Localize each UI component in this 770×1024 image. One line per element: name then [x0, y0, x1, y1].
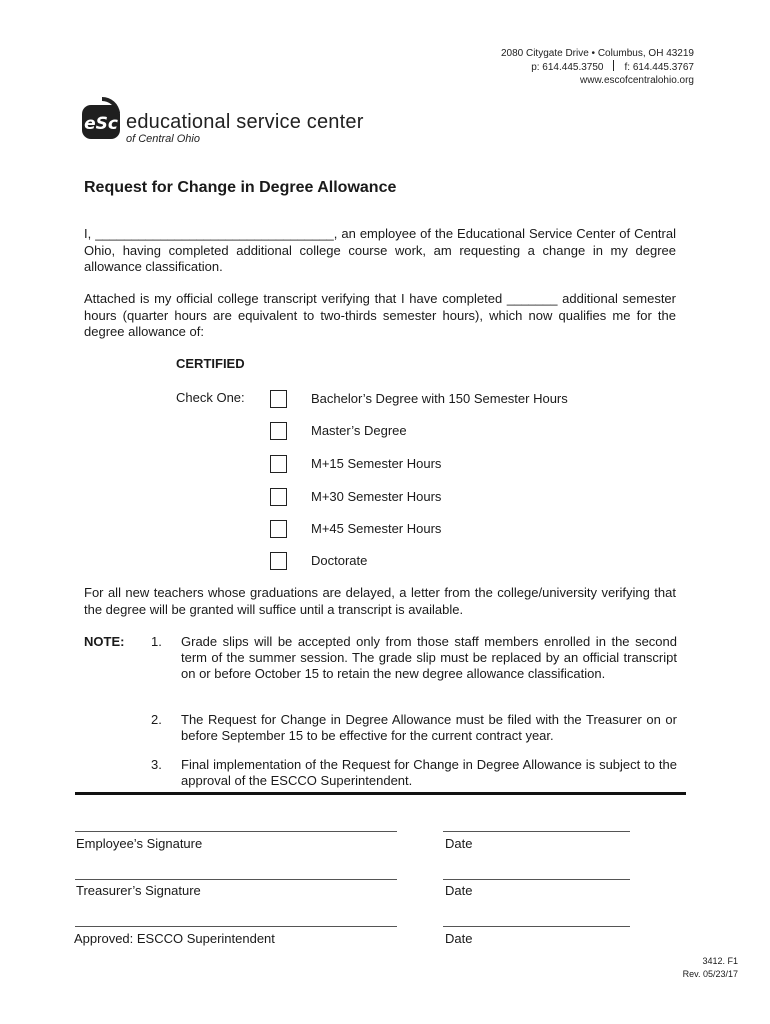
treasurer-signature-line[interactable] [75, 879, 397, 880]
fax-number: f: 614.445.3767 [624, 62, 694, 73]
checkbox[interactable] [270, 390, 287, 408]
note-label: NOTE: [84, 634, 125, 649]
checkbox[interactable] [270, 455, 287, 473]
checkbox[interactable] [270, 552, 287, 570]
section-divider [75, 792, 686, 795]
website: www.escofcentralohio.org [580, 75, 694, 86]
revision-date: Rev. 05/23/17 [682, 969, 738, 979]
esc-logo [82, 95, 372, 155]
employee-signature-line[interactable] [75, 831, 397, 832]
certified-heading: CERTIFIED [176, 356, 245, 371]
esc-logo-mark [82, 95, 122, 139]
form-number-block [683, 955, 738, 981]
divider [613, 60, 614, 71]
option-label: Doctorate [311, 553, 368, 568]
attached-paragraph: Attached is my official college transcript verifying that I have completed _______ additional semester hours (quarter hours are equivalent to two-thirds semester hours), which now qualifies me for the degree allowance of: [84, 291, 676, 339]
option-label: M+30 Semester Hours [311, 489, 442, 504]
page-title: Request for Change in Degree Allowance [84, 179, 397, 196]
contact-line [501, 60, 694, 74]
checkbox[interactable] [270, 520, 287, 538]
superintendent-date-line[interactable] [443, 926, 630, 927]
header-address [501, 47, 694, 87]
phone-number: p: 614.445.3750 [531, 62, 604, 73]
date-label: Date [445, 836, 473, 851]
superintendent-signature-line[interactable] [75, 926, 397, 927]
option-label: M+45 Semester Hours [311, 521, 442, 536]
employee-date-line[interactable] [443, 831, 630, 832]
note-number: 1. [151, 634, 162, 649]
new-teachers-paragraph: For all new teachers whose graduations are delayed, a letter from the college/university verifying that the degree will be granted will suffice until a transcript is available. [84, 585, 676, 617]
treasurer-date-line[interactable] [443, 879, 630, 880]
note-text: Grade slips will be accepted only from those staff members enrolled in the second term of the summer session. The grade slip must be replaced by an official transcript on or before October 15 to retain the new degree allowance classification. [181, 634, 677, 681]
employee-signature-label: Employee’s Signature [76, 836, 203, 851]
date-label: Date [445, 883, 473, 898]
note-number: 3. [151, 757, 162, 772]
superintendent-approval-label: Approved: ESCCO Superintendent [74, 931, 275, 946]
address-line: 2080 Citygate Drive • Columbus, OH 43219 [500, 48, 694, 59]
note-number: 2. [151, 712, 162, 727]
treasurer-signature-label: Treasurer’s Signature [76, 883, 201, 898]
option-label: Master’s Degree [311, 423, 407, 438]
intro-paragraph: I, _________________________________, an employee of the Educational Service Center of Central Ohio, having completed additional college course work, am requesting a change in my degree allowance classification. [84, 226, 676, 274]
note-text: Final implementation of the Request for Change in Degree Allowance is subject to the approval of the ESCCO Superintendent. [181, 757, 677, 788]
option-label: M+15 Semester Hours [311, 456, 442, 471]
logo-subtitle: of Central Ohio [126, 133, 200, 145]
checkbox[interactable] [270, 488, 287, 506]
form-number: 3412. F1 [702, 956, 738, 966]
date-label: Date [445, 931, 473, 946]
logo-name: educational service center [126, 111, 364, 133]
check-one-label: Check One: [176, 390, 245, 405]
svg-text:eSc: eSc [84, 114, 118, 134]
checkbox[interactable] [270, 422, 287, 440]
option-label: Bachelor’s Degree with 150 Semester Hours [311, 391, 568, 406]
note-text: The Request for Change in Degree Allowance must be filed with the Treasurer on or before September 15 to be effective for the current contract year. [181, 712, 677, 743]
